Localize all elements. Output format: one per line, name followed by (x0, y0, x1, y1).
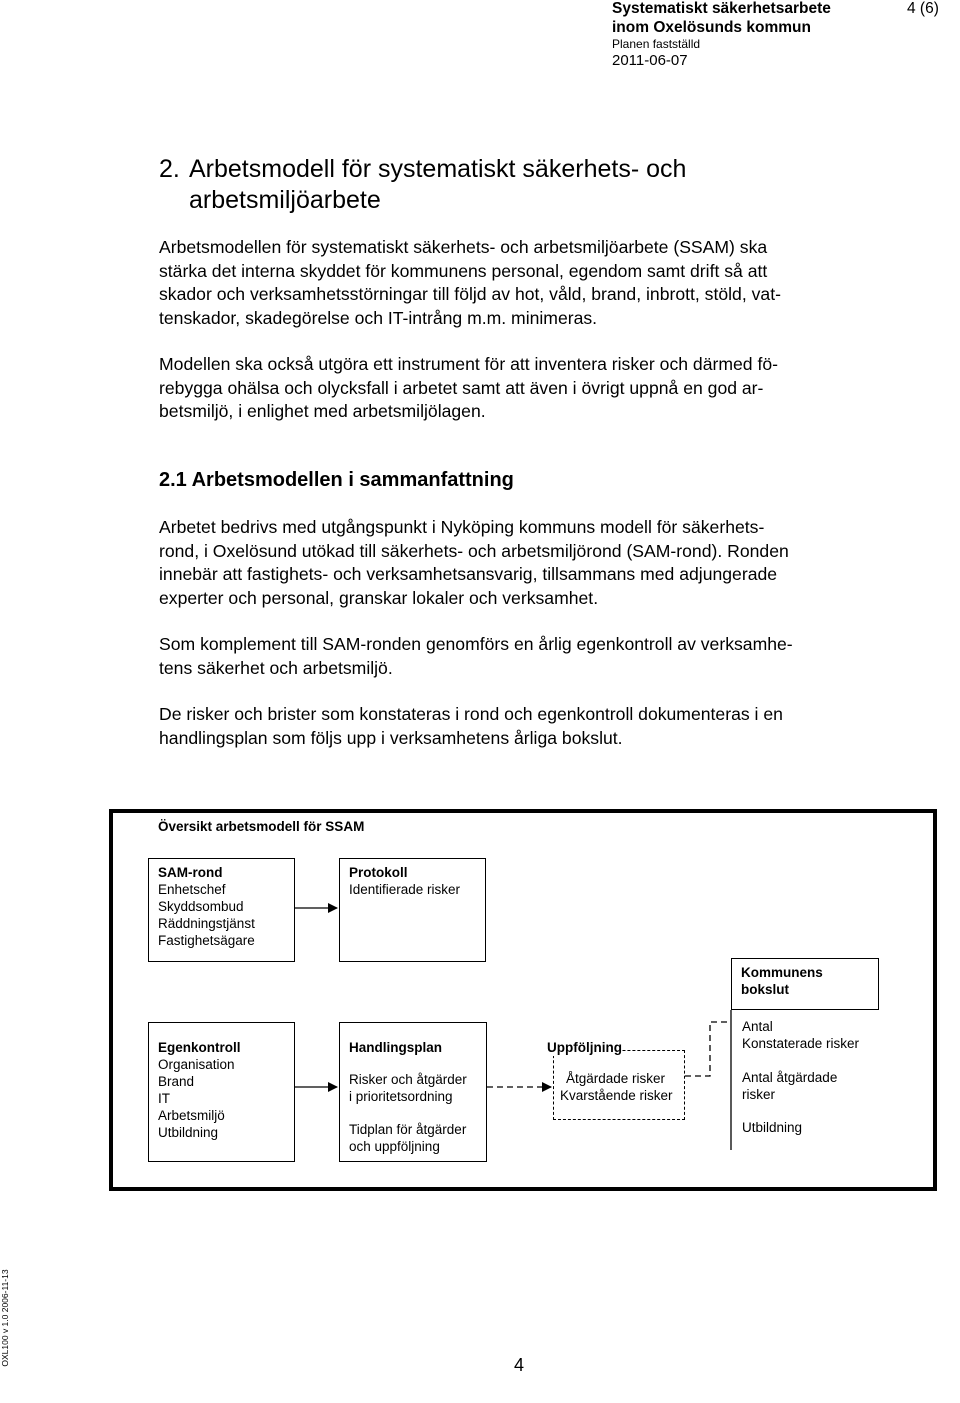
header-page-count: 4 (6) (907, 0, 939, 17)
subsection-paragraph-1: Arbetet bedrivs med utgångspunkt i Nyköping kommuns modell för säkerhets- rond, i Oxelösund utökad till säkerhets- och arbetsmiljörond (SAM-rond). Ronden innebär att fastighets- och verksamhetsansvarig, tillsammans med adjungerade experter och personal, granskar lokaler och verksamhet. (159, 517, 789, 608)
subsection-title: 2.1 Arbetsmodellen i sammanfattning (159, 469, 514, 491)
section-number: 2. (159, 155, 180, 183)
egenkontroll-box: Egenkontroll Organisation Brand IT Arbetsmiljö Utbildning (148, 1022, 295, 1162)
bokslut-item-utbildning: Utbildning (742, 1120, 803, 1135)
protokoll-box: Protokoll Identifierade risker (339, 858, 486, 962)
handlingsplan-box: Handlingsplan Risker och åtgärder i prioritetsordning Tidplan för åtgärder och uppföljning (339, 1022, 487, 1162)
uppfoljning-box: Åtgärdade risker Kvarstående risker (553, 1050, 685, 1120)
connector-uppfoljning-to-bokslut (685, 1022, 731, 1076)
section-paragraph-2: Modellen ska också utgöra ett instrument för att inventera risker och därmed fö- rebygga ohälsa och olycksfall i arbetet samt att även i övrigt uppnå en god ar- betsmiljö, i enlighet med arbetsmiljölagen. (159, 354, 779, 421)
side-document-code: OXL100 v 1.0 2006-11-13 (0, 1269, 10, 1367)
section-paragraph-1: Arbetsmodellen för systematiskt säkerhets- och arbetsmiljöarbete (SSAM) ska stärka det interna skyddet för kommunens personal, egendom samt drift så att skador och verksamhetsstörningar till följd av hot, våld, brand, inbrott, stöld, vat- tenskador, skadegörelse och IT-intrång m.m. minimeras. (159, 237, 781, 328)
header-title: Systematiskt säkerhetsarbete inom Oxelösunds kommun (612, 0, 831, 36)
page-number: 4 (514, 1355, 525, 1375)
bokslut-item-atgardade: Antal åtgärdade risker (742, 1070, 838, 1102)
uppfoljning-title: Uppföljning (547, 1040, 622, 1055)
bokslut-box: Kommunens bokslut (731, 958, 879, 1010)
diagram-title: Översikt arbetsmodell för SSAM (158, 819, 365, 834)
subsection-paragraph-2: Som komplement till SAM-ronden genomförs en årlig egenkontroll av verksamhe- tens säkerhet och arbetsmiljö. (159, 634, 793, 678)
header-status: Planen fastställd (612, 37, 701, 51)
section-title: Arbetsmodell för systematiskt säkerhets- och arbetsmiljöarbete (189, 155, 687, 214)
sam-rond-box: SAM-rond Enhetschef Skyddsombud Räddningstjänst Fastighetsägare (148, 858, 295, 962)
subsection-paragraph-3: De risker och brister som konstateras i rond och egenkontroll dokumenteras i en handlingsplan som följs upp i verksamhetens årliga bokslut. (159, 704, 783, 748)
header-date: 2011-06-07 (612, 52, 688, 69)
bokslut-item-konstaterade: Antal Konstaterade risker (742, 1019, 860, 1051)
